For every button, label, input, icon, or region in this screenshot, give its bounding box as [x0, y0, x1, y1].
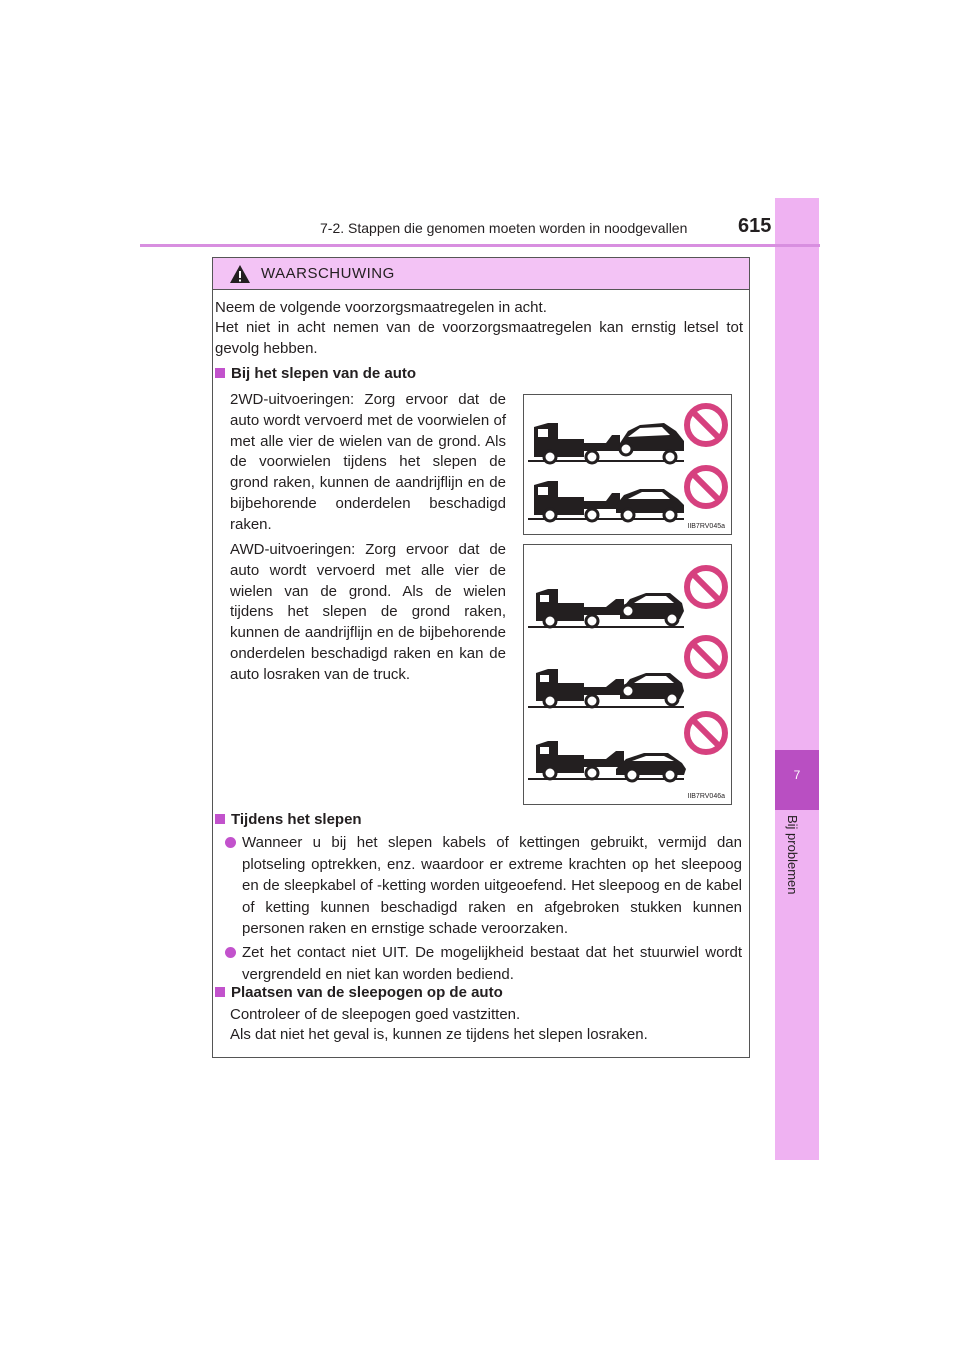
- warning-title: WAARSCHUWING: [261, 265, 395, 282]
- tow-truck-icon: [528, 669, 684, 707]
- section-2-title: Tijdens het slepen: [231, 811, 362, 828]
- header-rule: [140, 244, 820, 247]
- figure-awd: [523, 544, 732, 805]
- round-bullet-icon: [225, 837, 236, 848]
- prohibition-icon: [687, 568, 725, 606]
- section-3-heading: [215, 983, 503, 1004]
- section-1-heading: [215, 364, 416, 385]
- warning-triangle-icon: [229, 264, 251, 284]
- square-bullet-icon: [215, 814, 225, 824]
- warning-header: [213, 258, 749, 290]
- prohibition-icon: [687, 714, 725, 752]
- section-3-line-1: Controleer of de sleepogen goed vastzitten.: [230, 1006, 521, 1023]
- figure-2wd-illustration: [524, 395, 731, 534]
- text-2wd: 2WD-uitvoeringen: Zorg ervoor dat de auto wordt vervoerd met de voorwielen of met alle vier de wielen van de grond. Als de voorwielen tijdens het slepen de grond raken, kunnen de aandrijflijn en de bijbehorende onderdelen beschadigd raken.: [230, 391, 506, 533]
- figure-awd-code: IIB7RV046a: [687, 793, 725, 800]
- text-awd: AWD-uitvoeringen: Zorg ervoor dat de auto wordt vervoerd met alle vier de wielen van de grond. Als de wielen tijdens het slepen de grond raken, kunnen de aandrijflijn en de bijbehorende onderdelen beschadigd raken en kan de auto losraken van de truck.: [230, 541, 506, 683]
- intro-line-2: Het niet in acht nemen van de voorzorgsmaatregelen kan ernstig letsel tot gevolg hebben.: [215, 319, 743, 357]
- tow-truck-icon: [528, 481, 684, 521]
- section-2-heading: [215, 810, 362, 831]
- page-number: 615: [738, 215, 772, 237]
- bullet-2: [242, 942, 742, 985]
- chapter-tab-strip: [775, 198, 819, 1160]
- prohibition-icon: [687, 468, 725, 506]
- intro-line-1: Neem de volgende voorzorgsmaatregelen in acht.: [215, 299, 547, 316]
- section-title: 7-2. Stappen die genomen moeten worden in noodgevallen: [320, 220, 688, 236]
- figure-awd-illustration: [524, 545, 731, 804]
- section-3-title: Plaatsen van de sleepogen op de auto: [231, 984, 503, 1001]
- chapter-label: Bij problemen: [785, 815, 800, 895]
- section-3-line-2: Als dat niet het geval is, kunnen ze tijdens het slepen losraken.: [230, 1026, 648, 1043]
- tow-truck-icon: [528, 741, 686, 781]
- bullet-1-text: Wanneer u bij het slepen kabels of kettingen gebruikt, vermijd dan plotseling optrekken, enz. waardoor er extreme krachten op het sleepoog en de sleepkabel of -ketting worden uitgeoefend. Het sleepoog en de kabel of ketting kunnen beschadigd raken en afgebroken stukken kunnen personen raken en ernstige schade veroorzaken.: [242, 834, 742, 937]
- figure-2wd-code: IIB7RV045a: [687, 523, 725, 530]
- round-bullet-icon: [225, 947, 236, 958]
- chapter-number: 7: [793, 768, 801, 782]
- tow-truck-icon: [528, 589, 684, 627]
- figure-2wd: [523, 394, 732, 535]
- square-bullet-icon: [215, 368, 225, 378]
- tow-truck-icon: [528, 423, 684, 463]
- section-1-title: Bij het slepen van de auto: [231, 365, 417, 382]
- prohibition-icon: [687, 638, 725, 676]
- bullet-1: [242, 832, 742, 940]
- bullet-2-text: Zet het contact niet UIT. De mogelijkheid bestaat dat het stuurwiel wordt vergrendeld en niet kan worden bediend.: [242, 944, 742, 983]
- square-bullet-icon: [215, 987, 225, 997]
- prohibition-icon: [687, 406, 725, 444]
